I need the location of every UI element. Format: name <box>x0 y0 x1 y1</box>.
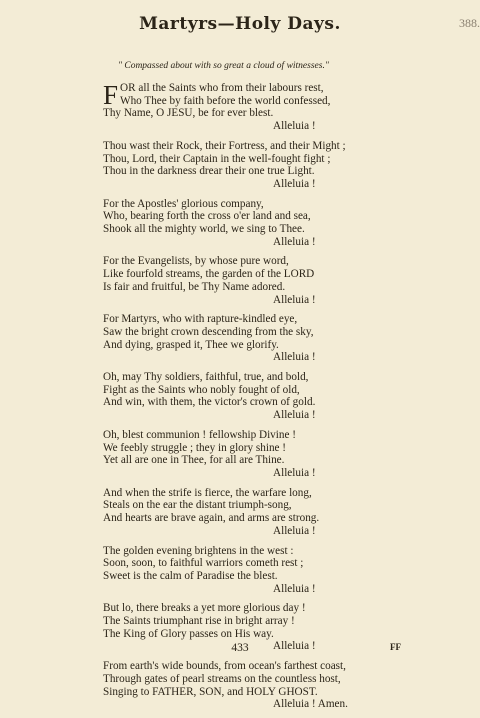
refrain: Alleluia ! <box>273 235 316 248</box>
hymn-line: Steals on the ear the distant triumph-song, <box>103 499 292 512</box>
hymn-line: Thou, Lord, their Captain in the well-fought fight ; <box>103 152 331 165</box>
hymn-line: We feebly struggle ; they in glory shine ! <box>103 441 287 454</box>
hymn-line: For the Evangelists, by whose pure word, <box>103 255 289 268</box>
hymn-text <box>103 82 368 718</box>
stanza <box>103 140 368 191</box>
hymn-line: Singing to FATHER, SON, and HOLY GHOST. <box>103 685 318 698</box>
refrain: Alleluia ! <box>273 524 316 537</box>
hymn-line: Who Thee by faith before the world confessed, <box>120 94 331 107</box>
refrain: Alleluia ! <box>273 120 316 133</box>
header-corner-number: 388. <box>459 16 480 30</box>
hymn-line: From earth's wide bounds, from ocean's farthest coast, <box>103 660 346 673</box>
stanza <box>103 660 368 711</box>
line-text: Thy Name, O JESU, be for ever blest. <box>103 107 274 120</box>
stanza <box>103 545 368 596</box>
hymn-line: The King of Glory passes on His way. <box>103 627 274 640</box>
hymn-line: Thou in the darkness drear their one true Light. <box>103 165 315 178</box>
hymn-line: Yet all are one in Thee, for all are Thine. <box>103 454 285 467</box>
page-header-title: Martyrs—Holy Days. <box>139 14 341 34</box>
first-line-text: OR all the Saints who from their labours rest, <box>120 82 324 94</box>
stanza <box>103 198 368 249</box>
hymn-line: And hearts are brave again, and arms are strong. <box>103 512 320 525</box>
hymn-line: And when the strife is fierce, the warfare long, <box>103 486 312 499</box>
stanza <box>103 82 368 133</box>
epigraph: " Compassed about with so great a cloud of witnesses." <box>118 61 329 71</box>
signature-mark: FF <box>390 642 401 652</box>
refrain: Alleluia ! <box>273 409 316 422</box>
hymn-line: Fight as the Saints who nobly fought of old, <box>103 383 300 396</box>
stanza <box>103 255 368 306</box>
hymn-line: Like fourfold streams, the garden of the LORD <box>103 268 315 281</box>
hymn-line <box>103 107 368 120</box>
drop-cap-letter: F <box>103 80 119 110</box>
hymn-line: Thou wast their Rock, their Fortress, and their Might ; <box>103 139 346 152</box>
refrain: Alleluia ! <box>273 640 316 653</box>
refrain: Alleluia ! Amen. <box>273 698 348 711</box>
refrain: Alleluia ! <box>273 351 316 364</box>
refrain: Alleluia ! <box>273 582 316 595</box>
hymn-line: And dying, grasped it, Thee we glorify. <box>103 338 279 351</box>
hymn-line: For Martyrs, who with rapture-kindled eye, <box>103 313 298 326</box>
refrain: Alleluia ! <box>273 466 316 479</box>
hymn-line: The golden evening brightens in the west : <box>103 544 294 557</box>
hymn-line: Is fair and fruitful, be Thy Name adored. <box>103 280 286 293</box>
stanza <box>103 429 368 480</box>
hymn-line: Soon, soon, to faithful warriors cometh rest ; <box>103 557 304 570</box>
hymn-line: The Saints triumphant rise in bright array ! <box>103 615 295 628</box>
refrain: Alleluia ! <box>273 177 316 190</box>
hymn-line: Saw the bright crown descending from the sky, <box>103 325 314 338</box>
hymn-line: Sweet is the calm of Paradise the blest. <box>103 569 278 582</box>
stanza <box>103 371 368 422</box>
hymn-line: And win, with them, the victor's crown of gold. <box>103 396 316 409</box>
stanza <box>103 487 368 538</box>
hymn-line: But lo, there breaks a yet more glorious day ! <box>103 602 306 615</box>
hymn-line: Through gates of pearl streams on the countless host, <box>103 672 341 685</box>
hymn-line: For the Apostles' glorious company, <box>103 197 264 210</box>
hymn-line: Oh, may Thy soldiers, faithful, true, and bold, <box>103 371 309 384</box>
refrain: Alleluia ! <box>273 293 316 306</box>
hymn-line: Oh, blest communion ! fellowship Divine ! <box>103 428 296 441</box>
hymn-line: Shook all the mighty world, we sing to Thee. <box>103 223 305 236</box>
stanza <box>103 313 368 364</box>
hymn-line: Who, bearing forth the cross o'er land and sea, <box>103 210 311 223</box>
page-number: 433 <box>231 642 249 654</box>
